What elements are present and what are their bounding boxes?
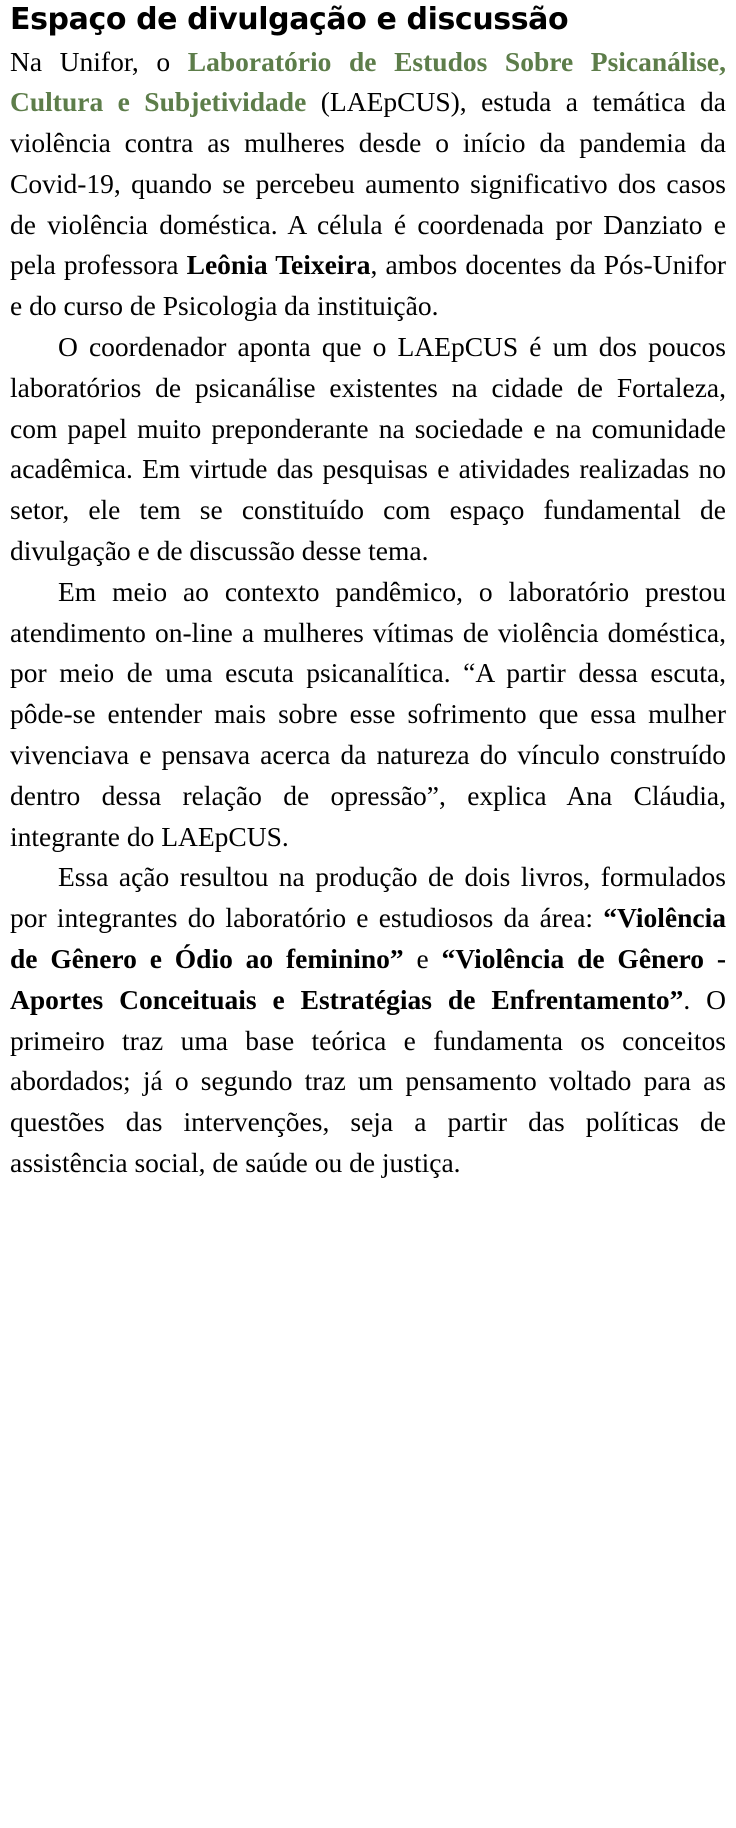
paragraph-1-run-5: , ambos docentes da Pós-Unifor e do curso de Psicologia da instituição. bbox=[10, 249, 727, 322]
paragraph-1-run-2: Laboratório de Estudos Sobre Psicanálise, Cultura e Subjetividade bbox=[10, 45, 727, 118]
paragraph-1-run-3: (LAEpCUS), estuda a temática da violência contra as mulheres desde o início da pandemia da Covid-19, quando se percebeu aumento significativo dos casos de violência doméstica. A célula é coordenada por Danziato e pela professora bbox=[10, 86, 726, 281]
paragraph-1-run-1: Na Unifor, o bbox=[10, 45, 188, 77]
paragraph-2-run-1: O coordenador aponta que o LAEpCUS é um dos poucos laboratórios de psicanálise existentes na cidade de Fortaleza, com papel muito preponderante na sociedade e na comunidade acadêmica. Em virtude das pesquisas e atividades realizadas no setor, ele tem se constituído com espaço fundamental de divulgação e de discussão desse tema. bbox=[10, 331, 726, 567]
page-title: Espaço de divulgação e discussão bbox=[10, 2, 569, 37]
paragraph-3-run-1: Em meio ao contexto pandêmico, o laboratório prestou atendimento on-line a mulheres vítimas de violência doméstica, por meio de uma escuta psicanalítica. “A partir dessa escuta, pôde-se entender mais sobre esse sofrimento que essa mulher vivenciava e pensava acerca da natureza do vínculo construído dentro dessa relação de opressão”, explica Ana Cláudia, integrante do LAEpCUS. bbox=[10, 575, 726, 852]
paragraph-3 bbox=[10, 572, 726, 858]
paragraph-4-run-2: “Violência de Gênero e Ódio ao feminino” bbox=[10, 902, 726, 975]
paragraph-4-run-5: . O primeiro traz uma base teórica e fundamenta os conceitos abordados; já o segundo traz um pensamento voltado para as questões das intervenções, seja a partir das políticas de assistência social, de saúde ou de justiça. bbox=[10, 983, 726, 1179]
paragraph-1 bbox=[10, 42, 726, 328]
article-body bbox=[10, 42, 726, 1184]
paragraph-4 bbox=[10, 857, 726, 1183]
paragraph-4-run-3: e bbox=[403, 943, 442, 975]
paragraph-4-run-4: “Violência de Gênero - Aportes Conceituais e Estratégias de Enfrentamento” bbox=[10, 943, 726, 1015]
paragraph-4-run-1: Essa ação resultou na produção de dois livros, formulados por integrantes do laboratório e estudiosos da área: bbox=[10, 861, 726, 934]
paragraph-1-run-4: Leônia Teixeira bbox=[186, 249, 371, 281]
paragraph-2 bbox=[10, 327, 726, 572]
